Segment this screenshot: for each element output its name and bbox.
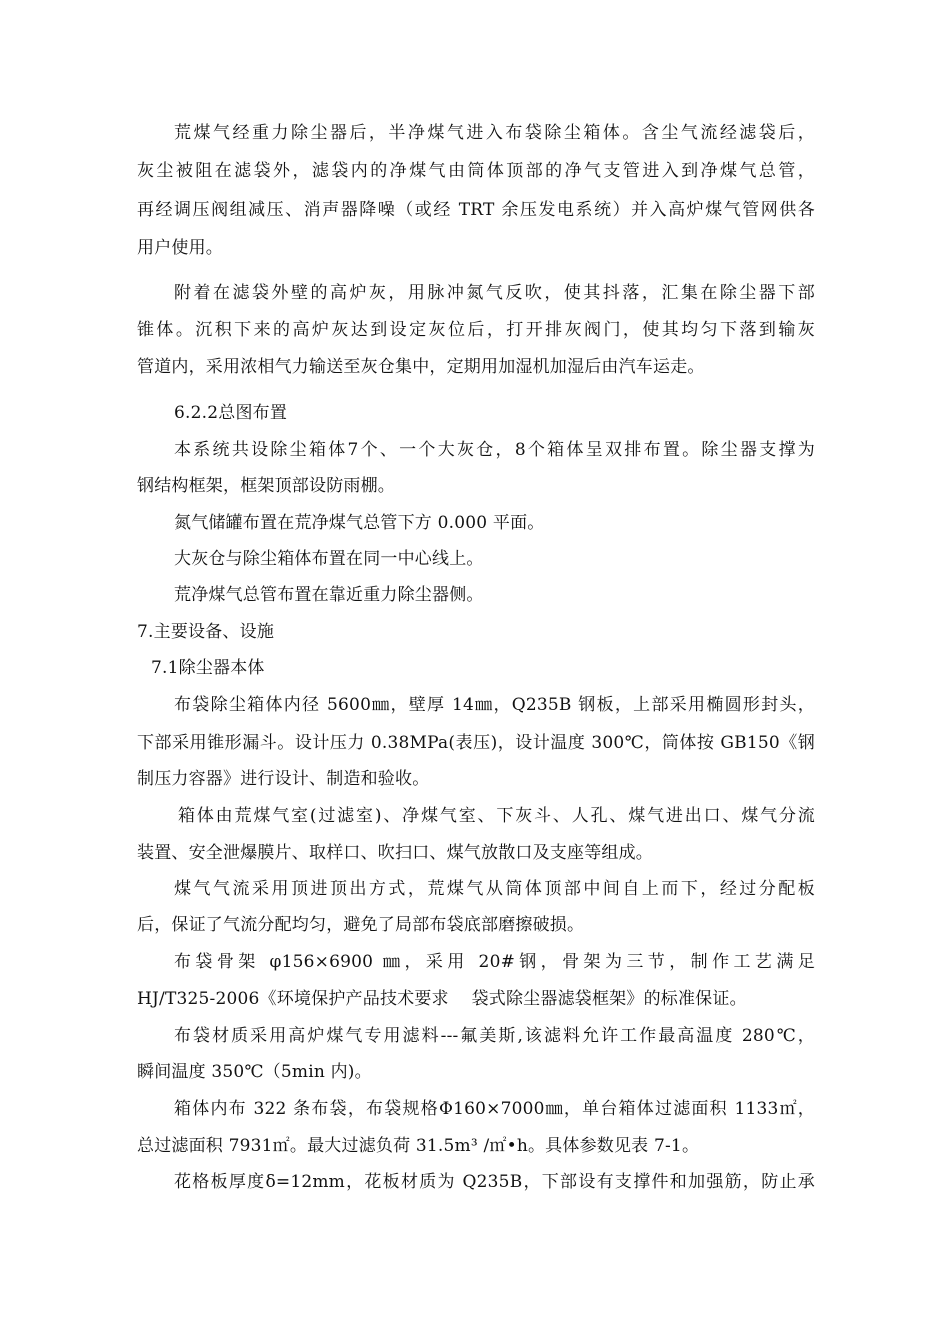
paragraph-line: 布袋材质采用高炉煤气专用滤料---氟美斯,该滤料允许工作最高温度 280℃， [174, 1026, 815, 1046]
paragraph-line: 氮气储罐布置在荒净煤气总管下方 0.000 平面。 [174, 513, 545, 533]
paragraph-line: 制压力容器》进行设计、制造和验收。 [137, 769, 430, 789]
paragraph-line: 大灰仓与除尘箱体布置在同一中心线上。 [174, 549, 484, 569]
paragraph-line: 荒煤气经重力除尘器后，半净煤气进入布袋除尘箱体。含尘气流经滤袋后， [174, 123, 815, 143]
paragraph-line: 瞬间温度 350℃（5min 内)。 [137, 1062, 372, 1082]
section-heading-6-2-2: 6.2.2总图布置 [174, 403, 288, 423]
paragraph-line: 花格板厚度δ=12mm，花板材质为 Q235B，下部设有支撑件和加强筋，防止承 [174, 1172, 815, 1192]
paragraph-line: HJ/T325-2006《环境保护产品技术要求 袋式除尘器滤袋框架》的标准保证。 [137, 989, 747, 1009]
paragraph-line: 煤气气流采用顶进顶出方式，荒煤气从筒体顶部中间自上而下，经过分配板 [174, 879, 815, 899]
paragraph-line: 后，保证了气流分配均匀，避免了局部布袋底部磨擦破损。 [137, 915, 585, 935]
paragraph-line: 附着在滤袋外壁的高炉灰，用脉冲氮气反吹，使其抖落，汇集在除尘器下部 [174, 283, 815, 303]
paragraph-line: 布袋骨架 φ156×6900 ㎜，采用 20#钢，骨架为三节，制作工艺满足 [174, 952, 815, 972]
paragraph-line: 用户使用。 [137, 238, 223, 258]
paragraph-line: 钢结构框架，框架顶部设防雨棚。 [137, 476, 395, 496]
paragraph-line: 荒净煤气总管布置在靠近重力除尘器侧。 [174, 585, 484, 605]
paragraph-line: 管道内，采用浓相气力输送至灰仓集中，定期用加湿机加湿后由汽车运走。 [137, 357, 705, 377]
paragraph-line: 本系统共设除尘箱体7个、一个大灰仓，8个箱体呈双排布置。除尘器支撑为 [174, 440, 815, 460]
paragraph-line: 总过滤面积 7931㎡。最大过滤负荷 31.5m³ /㎡•h。具体参数见表 7-1。 [137, 1136, 700, 1156]
paragraph-line: 下部采用锥形漏斗。设计压力 0.38MPa(表压)，设计温度 300℃，筒体按 GB150《钢 [137, 733, 815, 753]
paragraph-line: 装置、安全泄爆膜片、取样口、吹扫口、煤气放散口及支座等组成。 [137, 843, 653, 863]
section-heading-7: 7.主要设备、设施 [137, 622, 275, 642]
paragraph-line: 锥体。沉积下来的高炉灰达到设定灰位后，打开排灰阀门，使其均匀下落到输灰 [137, 320, 815, 340]
paragraph-line: 灰尘被阻在滤袋外，滤袋内的净煤气由筒体顶部的净气支管进入到净煤气总管， [137, 161, 815, 181]
paragraph-line: 箱体内布 322 条布袋，布袋规格Φ160×7000㎜，单台箱体过滤面积 1133㎡， [174, 1099, 815, 1119]
paragraph-line: 再经调压阀组减压、消声器降噪（或经 TRT 余压发电系统）并入高炉煤气管网供各 [137, 200, 815, 220]
paragraph-line: 布袋除尘箱体内径 5600㎜，壁厚 14㎜，Q235B 钢板，上部采用椭圆形封头， [174, 695, 815, 715]
section-heading-7-1: 7.1除尘器本体 [151, 658, 265, 678]
paragraph-line: 箱体由荒煤气室(过滤室)、净煤气室、下灰斗、人孔、煤气进出口、煤气分流 [178, 806, 815, 826]
